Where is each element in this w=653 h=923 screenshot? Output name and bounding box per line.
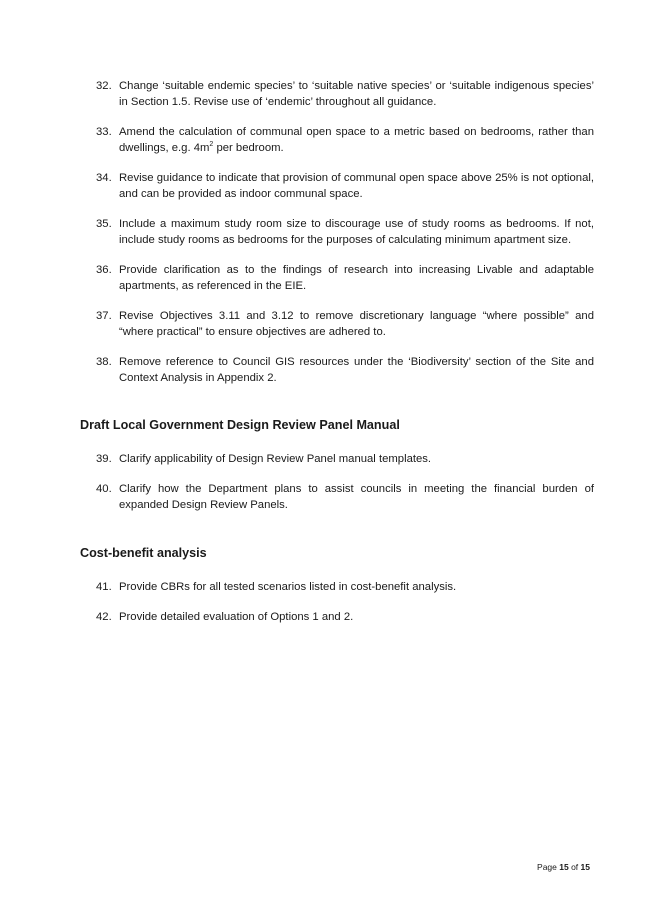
item-text: Provide detailed evaluation of Options 1 and 2. — [119, 611, 354, 623]
page-footer — [537, 862, 590, 872]
recommendation-list-1 — [96, 78, 594, 400]
list-item — [96, 308, 594, 340]
recommendation-list-3 — [96, 579, 594, 639]
item-text: Clarify how the Department plans to assist councils in meeting the financial burden of expanded Design Review Panels. — [119, 483, 594, 511]
current-page-number: 15 — [559, 862, 569, 872]
footer-of: of — [568, 862, 581, 872]
item-number: 40. — [96, 483, 112, 495]
item-number: 35. — [96, 218, 112, 230]
item-number: 34. — [96, 172, 112, 184]
list-item — [96, 78, 594, 110]
item-number: 36. — [96, 264, 112, 276]
list-item — [96, 579, 594, 595]
item-number: 42. — [96, 611, 112, 623]
item-text-continued: per bedroom. — [213, 142, 284, 154]
list-item — [96, 451, 594, 467]
item-text: Amend the calculation of communal open space to a metric based on bedrooms, rather than dwellings, e.g. 4m — [119, 126, 594, 154]
item-number: 38. — [96, 356, 112, 368]
item-number: 41. — [96, 581, 112, 593]
item-text: Provide clarification as to the findings of research into increasing Livable and adaptable apartments, as referenced in the EIE. — [119, 264, 594, 292]
item-text: Remove reference to Council GIS resources under the ‘Biodiversity’ section of the Site and Context Analysis in Appendix 2. — [119, 356, 594, 384]
list-item — [96, 216, 594, 248]
list-item — [96, 262, 594, 294]
item-text: Clarify applicability of Design Review Panel manual templates. — [119, 453, 432, 465]
total-page-count: 15 — [580, 862, 590, 872]
item-text: Change ‘suitable endemic species’ to ‘suitable native species’ or ‘suitable indigenous species’ in Section 1.5. Revise use of ‘endemic’ throughout all guidance. — [119, 80, 594, 108]
superscript: 2 — [209, 141, 214, 149]
list-item — [96, 124, 594, 156]
list-item — [96, 481, 594, 513]
list-item — [96, 170, 594, 202]
item-text: Revise Objectives 3.11 and 3.12 to remove discretionary language “where possible” and “where practical” to ensure objectives are adhered to. — [119, 310, 594, 338]
item-text: Provide CBRs for all tested scenarios listed in cost-benefit analysis. — [119, 581, 457, 593]
section-heading-design-review: Draft Local Government Design Review Panel Manual — [80, 418, 400, 432]
item-number: 39. — [96, 453, 112, 465]
recommendation-list-2 — [96, 451, 594, 527]
item-number: 37. — [96, 310, 112, 322]
section-heading-cost-benefit: Cost-benefit analysis — [80, 546, 207, 560]
item-number: 32. — [96, 80, 112, 92]
item-text: Include a maximum study room size to discourage use of study rooms as bedrooms. If not, include study rooms as bedrooms for the purposes of calculating minimum apartment size. — [119, 218, 594, 246]
item-number: 33. — [96, 126, 112, 138]
list-item — [96, 354, 594, 386]
list-item — [96, 609, 594, 625]
footer-prefix: Page — [537, 862, 560, 872]
item-text: Revise guidance to indicate that provision of communal open space above 25% is not optional, and can be provided as indoor communal space. — [119, 172, 594, 200]
